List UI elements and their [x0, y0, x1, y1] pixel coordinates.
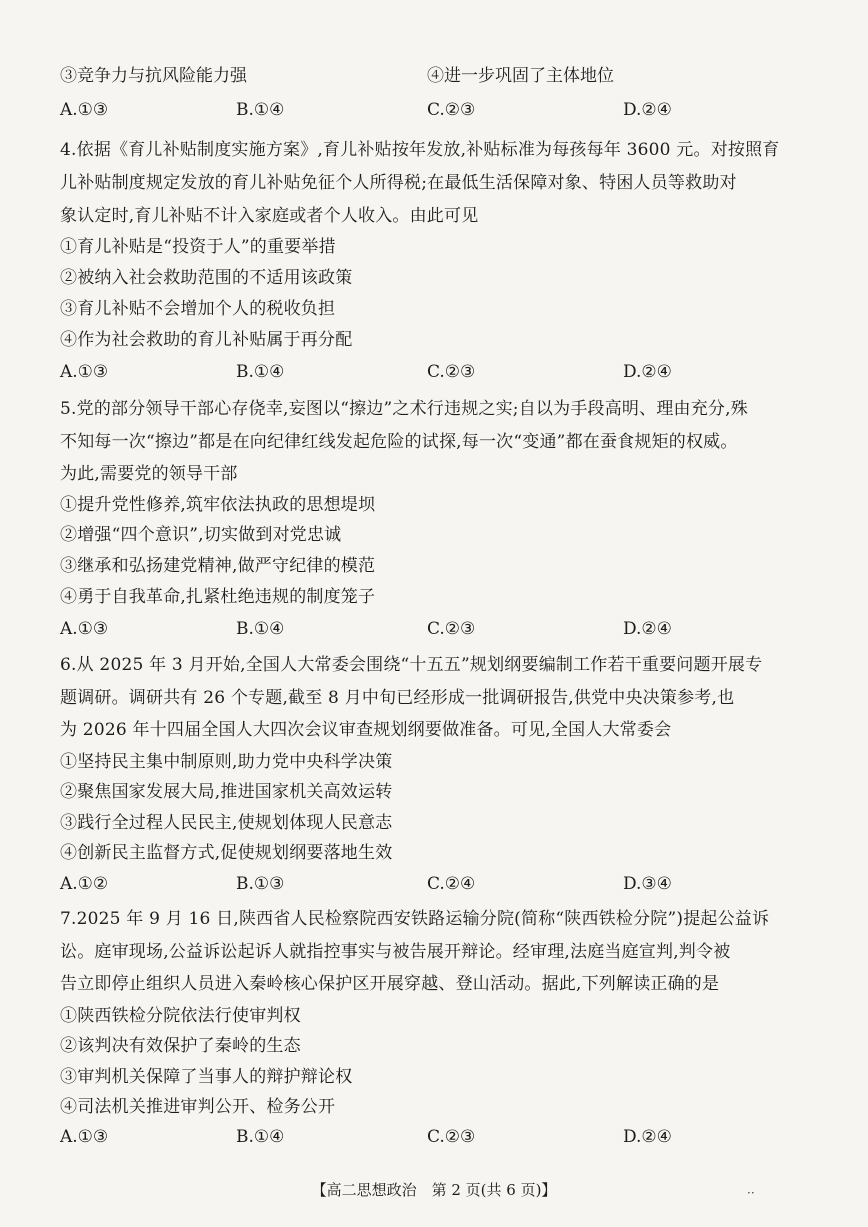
q7-stem-line-3: 告立即停止组织人员进入秦岭核心保护区开展穿越、登山活动。据此,下列解读正确的是: [60, 974, 720, 994]
answer-b: B.①③: [236, 874, 285, 894]
q4-option-1: ①育儿补贴是“投资于人”的重要举措: [60, 237, 336, 257]
q6-stem-line-3: 为 2026 年十四届全国人大四次会议审查规划纲要做准备。可见,全国人大常委会: [60, 720, 672, 740]
answer-c: C.②③: [427, 362, 476, 382]
q3-option-3: ③竞争力与抗风险能力强: [60, 66, 247, 86]
answer-a: A.①②: [60, 874, 109, 894]
answer-b: B.①④: [236, 619, 285, 639]
q4-option-4: ④作为社会救助的育儿补贴属于再分配: [60, 330, 353, 350]
answer-a: A.①③: [60, 100, 109, 120]
q5-option-1: ①提升党性修养,筑牢依法执政的思想堤坝: [60, 495, 376, 515]
page-footer: [0, 1180, 868, 1200]
q7-option-4: ④司法机关推进审判公开、检务公开: [60, 1097, 336, 1117]
q5-option-2: ②增强“四个意识”,切实做到对党忠诚: [60, 525, 342, 545]
answer-b: B.①④: [236, 362, 285, 382]
answer-d: D.②④: [623, 362, 672, 382]
footer-page-label: 【高二思想政治 第 2 页(共 6 页)】: [311, 1181, 557, 1199]
q6-option-1: ①坚持民主集中制原则,助力党中央科学决策: [60, 752, 393, 772]
answer-c: C.②③: [427, 100, 476, 120]
q3-options-row: [60, 64, 820, 88]
footer-mark: ··: [747, 1186, 755, 1200]
q7-stem-line-2: 讼。庭审现场,公益诉讼起诉人就指控事实与被告展开辩论。经审理,法庭当庭宣判,判令被: [60, 942, 731, 962]
q7-stem-line-1: 7.2025 年 9 月 16 日,陕西省人民检察院西安铁路运输分院(简称“陕西铁检分院”)提起公益诉: [60, 909, 770, 929]
q6-option-3: ③践行全过程人民民主,使规划体现人民意志: [60, 813, 393, 833]
answer-d: D.②④: [623, 100, 672, 120]
q4-stem-line-2: 儿补贴制度规定发放的育儿补贴免征个人所得税;在最低生活保障对象、特困人员等救助对: [60, 173, 737, 193]
q6-option-4: ④创新民主监督方式,促使规划纲要落地生效: [60, 843, 393, 863]
q6-stem-line-2: 题调研。调研共有 26 个专题,截至 8 月中旬已经形成一批调研报告,供党中央决策参考,也: [60, 688, 735, 708]
q4-option-2: ②被纳入社会救助范围的不适用该政策: [60, 268, 353, 288]
answer-c: C.②③: [427, 619, 476, 639]
q6-stem-line-1: 6.从 2025 年 3 月开始,全国人大常委会围绕“十五五”规划纲要编制工作若干重要问题开展专: [60, 655, 763, 675]
q4-stem-line-1: 4.依据《育儿补贴制度实施方案》,育儿补贴按年发放,补贴标准为每孩每年 3600 元。对按照育: [60, 140, 780, 160]
q7-option-3: ③审判机关保障了当事人的辩护辩论权: [60, 1067, 353, 1087]
q7-answers: [60, 1125, 820, 1149]
q5-stem-line-2: 不知每一次“擦边”都是在向纪律红线发起危险的试探,每一次“变通”都在蚕食规矩的权威。: [60, 432, 738, 452]
answer-b: B.①④: [236, 1127, 285, 1147]
answer-c: C.②③: [427, 1127, 476, 1147]
answer-c: C.②④: [427, 874, 476, 894]
answer-d: D.②④: [623, 1127, 672, 1147]
q4-answers: [60, 360, 820, 384]
q7-option-2: ②该判决有效保护了秦岭的生态: [60, 1036, 301, 1056]
answer-d: D.③④: [623, 874, 672, 894]
q7-option-1: ①陕西铁检分院依法行使审判权: [60, 1006, 301, 1026]
q5-stem-line-1: 5.党的部分领导干部心存侥幸,妄图以“擦边”之术行违规之实;自以为手段高明、理由充分,殊: [60, 399, 748, 419]
q6-answers: [60, 872, 820, 896]
q3-answers: [60, 98, 820, 122]
answer-a: A.①③: [60, 619, 109, 639]
answer-b: B.①④: [236, 100, 285, 120]
q3-option-4: ④进一步巩固了主体地位: [427, 66, 614, 86]
q5-stem-line-3: 为此,需要党的领导干部: [60, 464, 238, 484]
q4-stem-line-3: 象认定时,育儿补贴不计入家庭或者个人收入。由此可见: [60, 206, 479, 226]
answer-a: A.①③: [60, 362, 109, 382]
q5-answers: [60, 617, 820, 641]
answer-a: A.①③: [60, 1127, 109, 1147]
q5-option-4: ④勇于自我革命,扎紧杜绝违规的制度笼子: [60, 587, 376, 607]
q4-option-3: ③育儿补贴不会增加个人的税收负担: [60, 299, 336, 319]
q6-option-2: ②聚焦国家发展大局,推进国家机关高效运转: [60, 782, 393, 802]
q5-option-3: ③继承和弘扬建党精神,做严守纪律的模范: [60, 556, 376, 576]
answer-d: D.②④: [623, 619, 672, 639]
